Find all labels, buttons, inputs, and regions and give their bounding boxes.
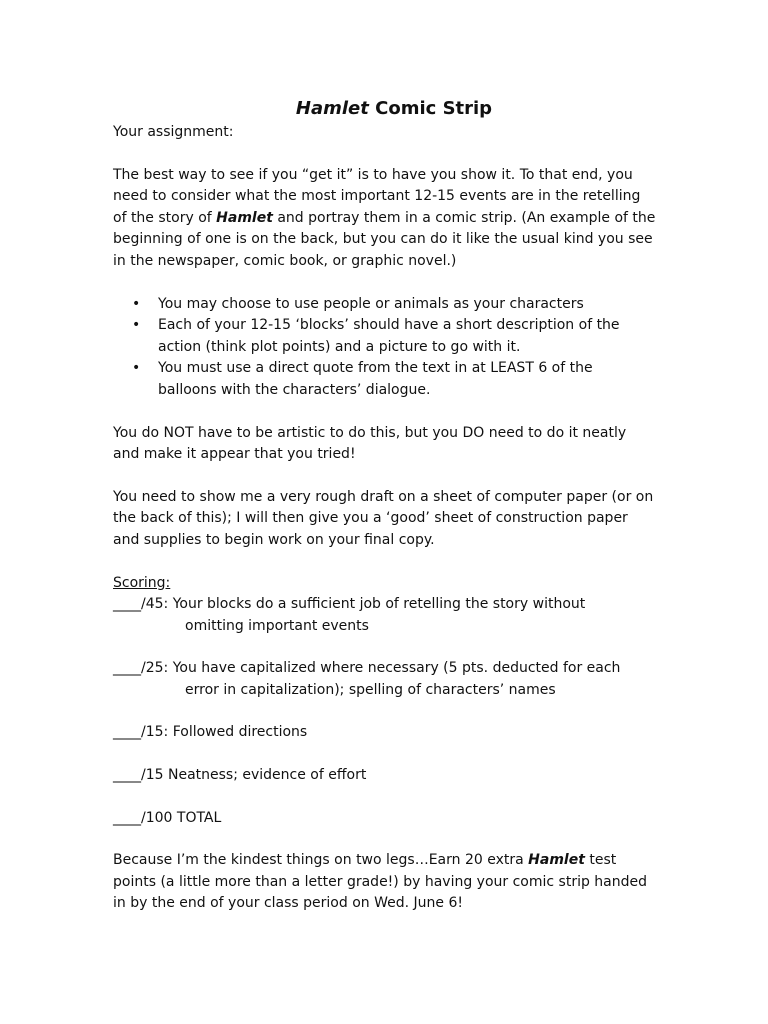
spacer xyxy=(113,552,673,573)
list-item xyxy=(158,358,673,401)
artistic-line-1: You do NOT have to be artistic to do this, but you DO need to do it neatly xyxy=(113,424,627,441)
bullet-line: You must use a direct quote from the text in at LEAST 6 of the xyxy=(158,360,593,377)
score-row xyxy=(113,658,673,701)
intro-paragraph xyxy=(113,165,673,273)
bonus-hamlet-emphasis: Hamlet xyxy=(528,852,585,869)
intro-line-1: The best way to see if you “get it” is to have you show it. To that end, you xyxy=(113,166,633,183)
intro-line-2: need to consider what the most important 12-15 events are in the retelling xyxy=(113,188,641,205)
draft-paragraph xyxy=(113,487,673,552)
score-line: ____/15 Neatness; evidence of effort xyxy=(113,767,367,784)
spacer xyxy=(113,466,673,487)
score-line-continued: error in capitalization); spelling of characters’ names xyxy=(185,681,556,698)
assignment-label: Your assignment: xyxy=(113,124,234,140)
list-item xyxy=(158,315,673,358)
spacer xyxy=(113,701,673,722)
scoring-heading: Scoring: xyxy=(113,574,171,591)
document-page xyxy=(113,96,673,915)
bonus-line-1 xyxy=(113,850,673,872)
bullet-line: balloons with the characters’ dialogue. xyxy=(158,381,431,398)
score-row xyxy=(113,765,673,787)
bullet-line: Each of your 12-15 ‘blocks’ should have a short description of the xyxy=(158,317,620,334)
title-italic: Hamlet xyxy=(295,98,369,119)
title-rest: Comic Strip xyxy=(368,98,493,119)
spacer xyxy=(113,637,673,658)
draft-line-3: and supplies to begin work on your final copy. xyxy=(113,531,435,548)
spacer xyxy=(113,402,673,423)
spacer xyxy=(113,273,673,294)
intro-line-3-a: of the story of xyxy=(113,209,217,226)
intro-line-3 xyxy=(113,208,673,230)
score-row xyxy=(113,808,673,830)
spacer xyxy=(113,829,673,850)
spacer xyxy=(113,787,673,808)
intro-line-5: in the newspaper, comic book, or graphic novel.) xyxy=(113,252,457,269)
artistic-paragraph xyxy=(113,423,673,466)
bonus-paragraph xyxy=(113,850,673,915)
score-line: ____/45: Your blocks do a sufficient job of retelling the story without xyxy=(113,596,586,613)
bonus-line-1-c: test xyxy=(584,852,617,869)
intro-line-4: beginning of one is on the back, but you can do it like the usual kind you see xyxy=(113,231,653,248)
bonus-line-2: points (a little more than a letter grade!) by having your comic strip handed xyxy=(113,873,648,890)
intro-hamlet-emphasis: Hamlet xyxy=(216,209,273,226)
bonus-line-1-a: Because I’m the kindest things on two legs…Earn 20 extra xyxy=(113,852,529,869)
score-line: ____/100 TOTAL xyxy=(113,809,222,826)
bonus-line-3: in by the end of your class period on Wed. June 6! xyxy=(113,895,463,912)
score-row xyxy=(113,722,673,744)
score-row xyxy=(113,594,673,637)
page-title xyxy=(113,96,673,122)
spacer xyxy=(113,144,673,165)
spacer xyxy=(113,744,673,765)
intro-line-3-c: and portray them in a comic strip. (An example of the xyxy=(272,209,656,226)
bullet-line: You may choose to use people or animals as your characters xyxy=(158,295,584,312)
list-item xyxy=(158,294,673,316)
score-line: ____/15: Followed directions xyxy=(113,724,308,741)
score-line-continued: omitting important events xyxy=(185,617,369,634)
requirements-list xyxy=(113,294,673,402)
draft-line-1: You need to show me a very rough draft on a sheet of computer paper (or on xyxy=(113,488,654,505)
draft-line-2: the back of this); I will then give you a ‘good’ sheet of construction paper xyxy=(113,510,628,527)
artistic-line-2: and make it appear that you tried! xyxy=(113,446,356,463)
bullet-line: action (think plot points) and a picture to go with it. xyxy=(158,338,521,355)
score-line: ____/25: You have capitalized where necessary (5 pts. deducted for each xyxy=(113,660,621,677)
